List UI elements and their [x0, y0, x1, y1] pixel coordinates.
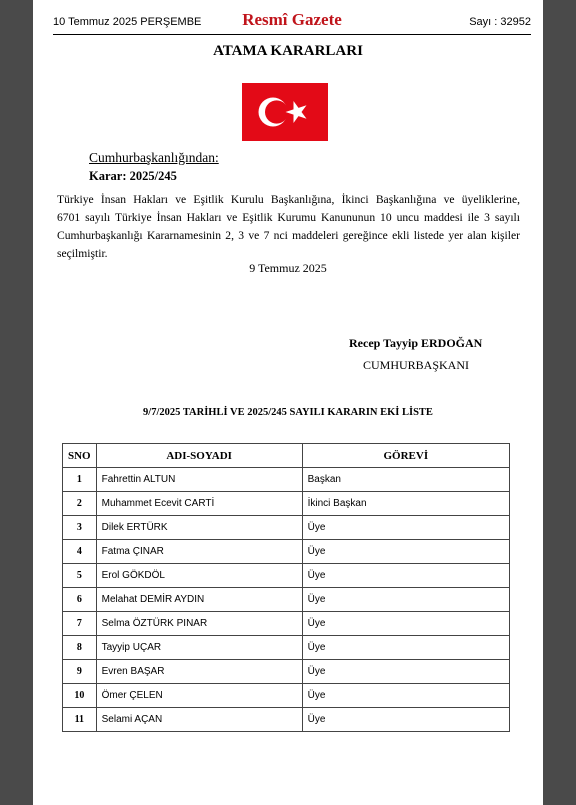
column-header-role: GÖREVİ — [302, 444, 509, 468]
gazette-page — [33, 0, 543, 805]
person-role: Üye — [302, 564, 509, 588]
page-header — [53, 8, 531, 35]
person-role: Üye — [302, 612, 509, 636]
appointment-table — [62, 443, 510, 732]
person-name: Selami AÇAN — [96, 708, 302, 732]
person-role: Üye — [302, 588, 509, 612]
row-number: 11 — [63, 708, 97, 732]
flag-crescent-inner — [265, 100, 288, 123]
body-line: 6701 sayılı Türkiye İnsan Hakları ve Eşitlik Kurumu Kanununun 10 uncu maddesi ile 3 sayılı — [57, 211, 520, 224]
person-name: Fatma ÇINAR — [96, 540, 302, 564]
row-number: 8 — [63, 636, 97, 660]
person-role: İkinci Başkan — [302, 492, 509, 516]
row-number: 5 — [63, 564, 97, 588]
column-header-name: ADI-SOYADI — [96, 444, 302, 468]
row-number: 4 — [63, 540, 97, 564]
table-row — [63, 684, 510, 708]
list-title: 9/7/2025 TARİHLİ VE 2025/245 SAYILI KARARIN EKİ LİSTE — [143, 407, 433, 418]
table-row — [63, 516, 510, 540]
body-line: Cumhurbaşkanlığı Kararnamesinin 2, 3 ve 7 nci maddeleri gereğince ekli listede yer alan kişiler — [57, 229, 520, 242]
page-title: ATAMA KARARLARI — [213, 43, 363, 59]
row-number: 2 — [63, 492, 97, 516]
table-row — [63, 468, 510, 492]
signer-title: CUMHURBAŞKANI — [363, 358, 470, 372]
issuing-authority: Cumhurbaşkanlığından: — [89, 150, 219, 165]
table-row — [63, 540, 510, 564]
person-name: Dilek ERTÜRK — [96, 516, 302, 540]
gazette-title: Resmî Gazete — [242, 10, 342, 29]
body-line: Türkiye İnsan Hakları ve Eşitlik Kurulu Başkanlığına, İkinci Başkanlığına ve üyeliklerine, — [57, 193, 520, 206]
person-name: Fahrettin ALTUN — [96, 468, 302, 492]
person-role: Üye — [302, 660, 509, 684]
person-role: Üye — [302, 708, 509, 732]
table-row — [63, 492, 510, 516]
row-number: 9 — [63, 660, 97, 684]
person-name: Tayyip UÇAR — [96, 636, 302, 660]
person-name: Erol GÖKDÖL — [96, 564, 302, 588]
decision-body — [57, 191, 520, 263]
decision-number: Karar: 2025/245 — [89, 169, 177, 183]
signer-name: Recep Tayyip ERDOĞAN — [349, 336, 483, 350]
person-role: Üye — [302, 540, 509, 564]
issue-number: Sayı : 32952 — [469, 16, 531, 28]
person-role: Üye — [302, 684, 509, 708]
person-name: Selma ÖZTÜRK PINAR — [96, 612, 302, 636]
decision-date: 9 Temmuz 2025 — [249, 261, 327, 275]
person-name: Melahat DEMİR AYDIN — [96, 588, 302, 612]
table-row — [63, 660, 510, 684]
row-number: 7 — [63, 612, 97, 636]
turkish-flag-icon — [242, 83, 328, 141]
person-role: Üye — [302, 516, 509, 540]
table-header-row — [63, 444, 510, 468]
person-name: Ömer ÇELEN — [96, 684, 302, 708]
table-row — [63, 612, 510, 636]
table-row — [63, 708, 510, 732]
table-row — [63, 588, 510, 612]
table-row — [63, 636, 510, 660]
person-name: Evren BAŞAR — [96, 660, 302, 684]
row-number: 1 — [63, 468, 97, 492]
person-name: Muhammet Ecevit CARTİ — [96, 492, 302, 516]
person-role: Başkan — [302, 468, 509, 492]
row-number: 3 — [63, 516, 97, 540]
person-role: Üye — [302, 636, 509, 660]
row-number: 10 — [63, 684, 97, 708]
table-row — [63, 564, 510, 588]
body-line: seçilmiştir. — [57, 247, 108, 260]
row-number: 6 — [63, 588, 97, 612]
column-header-sno: SNO — [63, 444, 97, 468]
header-date: 10 Temmuz 2025 PERŞEMBE — [53, 16, 202, 28]
